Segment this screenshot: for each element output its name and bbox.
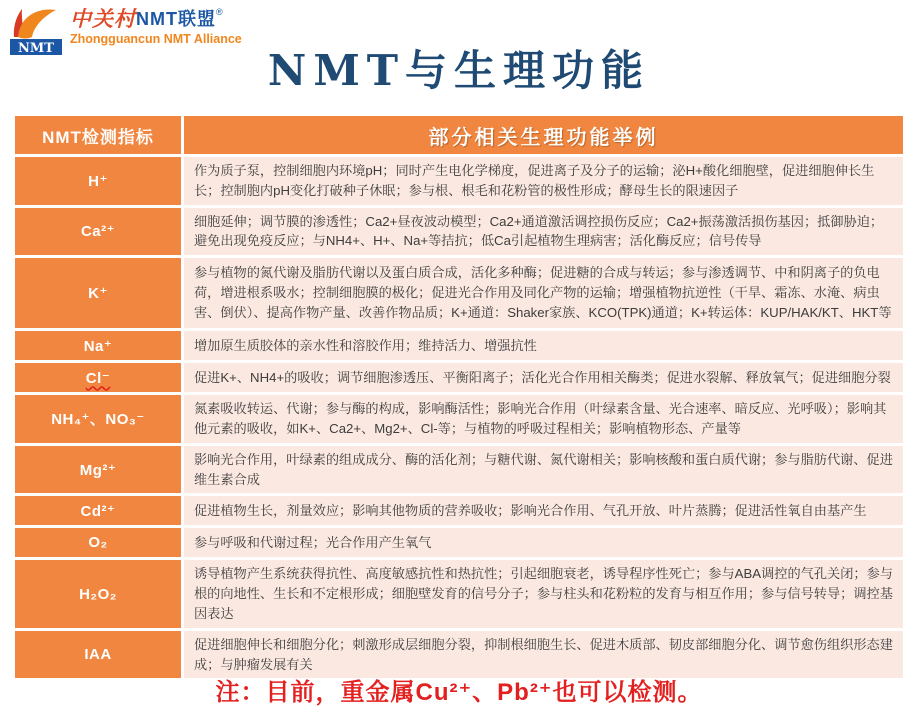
ion-label-cl-text: Cl⁻ — [85, 369, 111, 387]
ion-desc-iaa: 促进细胞伸长和细胞分化；刺激形成层细胞分裂，抑制根细胞生长、促进木质部、韧皮部细胞分化、调节愈伤组织形态建成；与肿瘤发展有关 — [184, 631, 903, 679]
table-row-na — [15, 331, 903, 360]
ion-desc-na: 增加原生质胶体的亲水性和溶胶作用；维持活力、增强抗性 — [184, 331, 903, 360]
table-row-cl — [15, 363, 903, 392]
ion-label-cl — [15, 363, 181, 392]
ion-desc-h2o2: 诱导植物产生系统获得抗性、高度敏感抗性和热抗性；引起细胞衰老，诱导程序性死亡；参与ABA调控的气孔关闭；参与根的向地性、生长和不定根形成；细胞壁发育的信号分子；参与柱头和花粉粒的发育与相互作用；参与信号转导；调控基因表达 — [184, 560, 903, 627]
svg-text:NMT: NMT — [18, 41, 54, 56]
table-row-nh4-no3 — [15, 395, 903, 443]
table-row-k — [15, 258, 903, 328]
ion-label-iaa: IAA — [15, 631, 181, 679]
ion-label-mg: Mg²⁺ — [15, 446, 181, 494]
ion-desc-ca: 细胞延伸；调节膜的渗透性；Ca2+昼夜波动模型；Ca2+通道激活调控损伤反应；Ca2+振荡激活损伤基因；抵御胁迫；避免出现免疫反应；与NH4+、H+、Na+等拮抗；低Ca引起植物生理病害；活化酶反应；信号传导 — [184, 208, 903, 256]
ion-desc-k: 参与植物的氮代谢及脂肪代谢以及蛋白质合成，活化多种酶；促进糖的合成与转运；参与渗透调节、中和阴离子的负电荷，增进根系吸水；控制细胞膜的极化；促进光合作用及同化产物的运输；增强植物抗逆性（干旱、霜冻、水淹、病虫害、倒伏）、提高作物产量、改善作物品质；K+通道：Shaker家族、KCO(TPK)通道；K+转运体：KUP/HAK/KT、HKT等 — [184, 258, 903, 328]
ion-label-h2o2: H₂O₂ — [15, 560, 181, 627]
logo-name-en: Zhongguancun NMT Alliance — [70, 32, 242, 46]
ion-label-cd: Cd²⁺ — [15, 496, 181, 525]
ion-desc-o2: 参与呼吸和代谢过程；光合作用产生氧气 — [184, 528, 903, 557]
header-function-column: 部分相关生理功能举例 — [184, 116, 903, 154]
ion-label-ca: Ca²⁺ — [15, 208, 181, 256]
ion-label-h: H⁺ — [15, 157, 181, 205]
registered-mark: ® — [216, 7, 223, 17]
ion-label-na: Na⁺ — [15, 331, 181, 360]
ion-desc-cl: 促进K+、NH4+的吸收；调节细胞渗透压、平衡阳离子；活化光合作用相关酶类；促进水裂解、释放氧气；促进细胞分裂 — [184, 363, 903, 392]
table-row-ca — [15, 208, 903, 256]
logo-name-cn-blue: NMT联盟 — [136, 9, 216, 29]
table-header-row — [15, 116, 903, 154]
ion-label-o2: O₂ — [15, 528, 181, 557]
ion-desc-nh4-no3: 氮素吸收转运、代谢；参与酶的构成，影响酶活性；影响光合作用（叶绿素含量、光合速率、暗反应、光呼吸）；影响其他元素的吸收，如K+、Ca2+、Mg2+、Cl-等；与植物的呼吸过程相关；影响植物形态、产量等 — [184, 395, 903, 443]
footnote: 注：目前，重金属Cu²⁺、Pb²⁺也可以检测。 — [215, 679, 703, 706]
ion-desc-cd: 促进植物生长，剂量效应；影响其他物质的营养吸收；影响光合作用、气孔开放、叶片蒸腾；促进活性氧自由基产生 — [184, 496, 903, 525]
logo-name-cn-red: 中关村 — [70, 6, 136, 31]
table-row-o2 — [15, 528, 903, 557]
page-title: NMT与生理功能 — [267, 46, 651, 95]
table-row-cd — [15, 496, 903, 525]
ion-label-nh4-no3: NH₄⁺、NO₃⁻ — [15, 395, 181, 443]
ion-desc-h: 作为质子泵，控制细胞内环境pH；同时产生电化学梯度，促进离子及分子的运输；泌H+酸化细胞壁，促进细胞伸长生长；控制胞内pH变化打破种子休眠；参与根、根毛和花粉管的极性形成；酵母生长的限速因子 — [184, 157, 903, 205]
table-row-h — [15, 157, 903, 205]
ion-desc-mg: 影响光合作用，叶绿素的组成成分、酶的活化剂；与糖代谢、氮代谢相关；影响核酸和蛋白质代谢；参与脂肪代谢、促进维生素合成 — [184, 446, 903, 494]
table-row-mg — [15, 446, 903, 494]
header-indicator-column: NMT检测指标 — [15, 116, 181, 154]
ion-label-k: K⁺ — [15, 258, 181, 328]
table-row-h2o2 — [15, 560, 903, 627]
physiology-table — [12, 113, 906, 681]
physiology-table-wrap — [12, 113, 906, 681]
